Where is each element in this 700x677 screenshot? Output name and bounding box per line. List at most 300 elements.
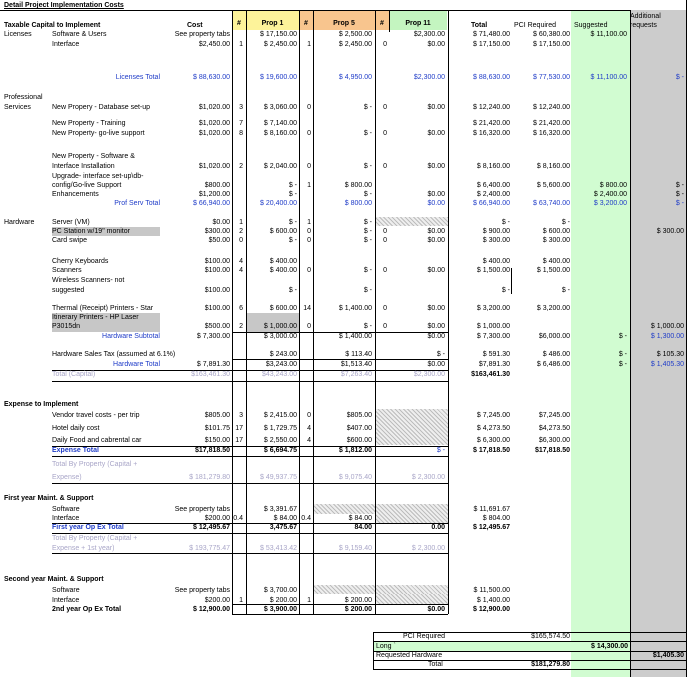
cell-p5: $ 84.00 [348,515,372,522]
cell-p5: $7,263.40 [340,371,372,378]
cell-p1: $ - [288,237,297,244]
cell-add: $ - [675,182,684,189]
cell-p1: $ 20,400.00 [260,200,297,207]
suggested-header: Suggested [574,22,608,29]
cell-pci: $ 17,150.00 [533,41,570,48]
cell-p1: $ 3,700.00 [263,587,297,594]
cell-p11: $0.00 [427,237,445,244]
cell-p1: $ 2,450.00 [263,41,297,48]
cell-p11: $ - [436,351,445,358]
cell-n1: 4 [239,258,243,265]
cell-cost: $ 7,300.00 [196,333,230,340]
cell-p11: $0.00 [427,130,445,137]
cell-add: $ 105.30 [656,351,684,358]
prop5-header: Prop 5 [333,20,355,27]
cell-p5: $ 9,075.40 [338,474,372,481]
cell-p5: $ - [363,237,372,244]
cell-p1: $ 400.00 [269,258,297,265]
cell-p1: $ 400.00 [269,267,297,274]
cell-p1: $ 2,415.00 [263,412,297,419]
summary-long-value: $ 14,300.00 [591,643,628,650]
cell-sug: $ 3,200.00 [593,200,627,207]
cell-b: New Property- go-live support [52,130,145,137]
cell-tot: $ 17,150.00 [473,41,510,48]
cell-n2: 14 [303,305,311,312]
cell-pci: $ 600.00 [542,228,570,235]
cell-b: Enhancements [52,191,99,198]
cell-p1: $ 600.00 [269,228,297,235]
cell-pci: $ - [561,219,570,226]
summary-border [373,632,374,669]
cell-cost: $50.00 [208,237,230,244]
cell-p11: $0.00 [427,305,445,312]
cell-p11: $0.00 [427,191,445,198]
cell-p5: $600.00 [346,437,372,444]
cell-cost: $200.00 [204,597,230,604]
cell-cost: $ 88,630.00 [193,74,230,81]
cell-pci: $ 16,320.00 [533,130,570,137]
cell-b: Hardware Total [113,361,160,368]
cell-b: Itinerary Printers - HP Laser [52,314,139,321]
cell-tot: $ 71,480.00 [473,31,510,38]
row-line [52,381,448,382]
cell-p5: 84.00 [354,524,372,531]
cell-tot: $ 6,300.00 [476,437,510,444]
cell-n1: 8 [239,130,243,137]
cell-n2: 0 [307,104,311,111]
cell-b: Prof Serv Total [114,200,160,207]
cell-tot: $ 591.30 [482,351,510,358]
cell-p11: $2,300.00 [413,371,445,378]
row-line [373,641,686,642]
col-divider [630,10,631,677]
hatched-cell [375,594,448,604]
row-line [52,533,448,534]
cell-n2: 0 [307,163,311,170]
cell-b: Licenses Total [115,74,160,81]
prop1-marker: # [237,20,241,27]
cell-p1: $ - [288,182,297,189]
cell-p1: $ 49,937.75 [260,474,297,481]
cell-tot: $ 11,500.00 [473,587,510,594]
cell-n1: 2 [239,228,243,235]
cell-pci: $ - [561,287,570,294]
cell-p1: $ 84.00 [273,515,297,522]
cell-p5: $ - [363,191,372,198]
cell-cost: $ 12,495.67 [193,524,230,531]
cell-n2: 0 [307,267,311,274]
cell-tot: $ 21,420.00 [473,120,510,127]
cell-p5: $ 2,450.00 [338,41,372,48]
cell-b: Scanners [52,267,82,274]
cell-p5: $ 9,159.40 [338,545,372,552]
cell-tot: $ 17,818.50 [473,447,510,454]
suggested-column-bg [571,10,630,677]
cell-pci: $ 1,500.00 [536,267,570,274]
cell-b: First year Op Ex Total [52,524,124,531]
cell-tot: $ 12,240.00 [473,104,510,111]
cell-p5: $ - [363,104,372,111]
cell-p5: $ 800.00 [344,182,372,189]
cell-n1: 2 [239,163,243,170]
cell-add: $ - [675,191,684,198]
cell-a: Professional [4,94,43,101]
cell-cost: $ 193,775.47 [189,545,230,552]
cell-tot: $ 11,691.67 [473,506,510,513]
cell-n2: 0 [307,412,311,419]
cell-pci: $ 21,420.00 [533,120,570,127]
cell-p1: $43,243.00 [261,371,297,378]
cell-pci: $ 3,200.00 [536,305,570,312]
cell-p11: $0.00 [427,361,445,368]
cell-sug: $ 2,400.00 [593,191,627,198]
cell-pci: $ 77,530.00 [533,74,570,81]
cell-n2: 1 [307,219,311,226]
cell-p5: $ 1,400.00 [338,305,372,312]
cell-pci: $ 63,740.00 [533,200,570,207]
cell-b: Vendor travel costs - per trip [52,412,140,419]
total-header: Total [471,22,488,29]
cell-pci: $17,818.50 [534,447,570,454]
summary-req-value: $1,405.30 [652,652,684,659]
cell-n3: 0 [383,237,387,244]
cell-p1: $ - [288,219,297,226]
cell-p1: $ 3,000.00 [263,333,297,340]
cell-p11: $0.00 [427,333,445,340]
hatched-cell [313,585,448,594]
cell-p5: $ - [363,323,372,330]
cell-cost: $163,461.30 [191,371,230,378]
cell-pci: $ 486.00 [542,351,570,358]
hatched-cell [375,504,448,523]
cell-n1: 7 [239,120,243,127]
cell-pci: $4,273.50 [538,425,570,432]
cell-b: Total By Property (Capital + [52,535,138,542]
cell-add: $ 1,000.00 [650,323,684,330]
cell-b: Expense + 1st year) [52,545,115,552]
cell-p1: $ 6,694.75 [263,447,297,454]
cell-n1: 4 [239,267,243,274]
cell-add: $ - [675,74,684,81]
cell-b: Interface Installation [52,163,115,170]
cell-p5: $ 113.40 [345,351,372,358]
cell-p11: $ 2,300.00 [411,545,445,552]
cell-n3: 0 [383,104,387,111]
additional-header: Additional [630,13,661,20]
cell-p1: $ 53,413.42 [260,545,297,552]
cell-b: Expense) [52,474,82,481]
cell-tot: $ 4,273.50 [476,425,510,432]
cell-tot: $ 8,160.00 [476,163,510,170]
cell-n1: 6 [239,305,243,312]
cell-cost: $200.00 [204,515,230,522]
cell-n2: 0 [307,323,311,330]
cell-p11: $ - [436,447,445,454]
cell-p1: $ 1,000.00 [263,323,297,330]
cell-n1: 1 [239,597,243,604]
cell-cost: $17,818.50 [194,447,230,454]
cell-cost: $150.00 [204,437,230,444]
page-title: Detail Project Implementation Costs [4,2,124,9]
cell-sug: $ - [618,333,627,340]
cell-pci: $ 60,380.00 [533,31,570,38]
cost-header: Cost [187,22,203,29]
cell-p5: $ 1,400.00 [338,333,372,340]
cell-p5: $ - [363,228,372,235]
cell-pci: $6,300.00 [538,437,570,444]
cell-cost: $101.75 [204,425,230,432]
cell-p5: $407.00 [346,425,372,432]
cell-b: Hardware Subtotal [102,333,160,340]
cell-cost: $1,020.00 [198,130,230,137]
prop11-header: Prop 11 [405,20,431,27]
row-line [52,483,448,484]
cell-cost: $100.00 [204,267,230,274]
cell-p1: $3,243.00 [265,361,297,368]
summary-pci-label: PCI Required [403,633,446,640]
row-line [232,614,448,615]
cell-cost: $300.00 [204,228,230,235]
section-header: Taxable Capital to Implement [4,22,101,29]
hatched-cell [375,409,448,445]
cell-b: Server (VM) [52,219,90,226]
cell-tot: $ 12,495.67 [473,524,510,531]
cell-add: $ 300.00 [656,228,684,235]
cell-a: First year Maint. & Support [4,495,94,502]
cell-tot: $ 7,300.00 [476,333,510,340]
hatched-cell [313,504,375,514]
cell-tot: $ 400.00 [482,258,510,265]
cell-tot: $ 7,245.00 [476,412,510,419]
cell-pci: $ 12,240.00 [533,104,570,111]
cell-cost: $1,020.00 [198,120,230,127]
cell-n1: 2 [239,323,243,330]
cell-p11: $0.00 [427,267,445,274]
cell-n3: 0 [383,323,387,330]
cell-cost: $ 181,279.80 [189,474,230,481]
cell-b: Card swipe [52,237,88,244]
cell-cost: $500.00 [204,323,230,330]
cell-b: P3015dn [52,323,81,330]
cell-p5: $1,513.40 [340,361,372,368]
cell-b: Upgrade- interface set-up\db- [52,173,144,180]
cell-cost: See property tabs [174,587,230,594]
prop5-marker: # [304,20,308,27]
cell-pci: $ 400.00 [542,258,570,265]
cell-p1: $ 17,150.00 [260,31,297,38]
cell-b: Hotel daily cost [52,425,100,432]
cell-p1: $ 3,391.67 [263,506,297,513]
cell-cost: $100.00 [204,305,230,312]
cell-p5: $ - [363,163,372,170]
cell-cost: See property tabs [174,31,230,38]
cell-cost: See property tabs [174,506,230,513]
cell-n1: 1 [239,219,243,226]
cell-p1: $ 3,900.00 [263,606,297,613]
summary-long-label: Long ` [376,643,396,650]
cell-p11: $ 2,300.00 [411,474,445,481]
cell-a: Hardware [4,219,35,226]
cell-tot: $ - [501,219,510,226]
cell-p1: $ 8,160.00 [263,130,297,137]
cell-b: Cherry Keyboards [52,258,109,265]
cell-tot: $7,891.30 [478,361,510,368]
cell-a: Second year Maint. & Support [4,576,104,583]
cell-tot: $ 1,400.00 [476,597,510,604]
cell-n2: 0 [307,130,311,137]
cell-p5: $ - [363,219,372,226]
cell-b: New Property - Software & [52,153,135,160]
cell-pci: $ 6,486.00 [536,361,570,368]
cell-tot: $ 66,940.00 [473,200,510,207]
cell-add: $ 1,405.30 [650,361,684,368]
row-line [232,359,448,360]
cell-n1: 1 [239,41,243,48]
cell-n1: 17 [235,425,243,432]
cell-tot: $ 88,630.00 [473,74,510,81]
cell-n1: 0.4 [233,515,243,522]
cell-n3: 0 [383,41,387,48]
cell-b: Total By Property (Capital + [52,461,138,468]
cell-p5: $ - [363,130,372,137]
cell-b: Total (Capital) [52,371,96,378]
cell-cost: $ 66,940.00 [193,200,230,207]
hatched-cell [375,217,448,226]
cell-p5: $805.00 [346,412,372,419]
cell-tot: $ 900.00 [482,228,510,235]
cell-n1: 3 [239,104,243,111]
cell-p11: $2,300.00 [413,74,445,81]
cell-cost: $100.00 [204,287,230,294]
cell-p1: $ - [288,191,297,198]
cell-sug: $ - [618,351,627,358]
cell-p1: $ 200.00 [269,597,297,604]
cell-a: Services [4,104,31,111]
cell-tot: $ 1,000.00 [476,323,510,330]
cell-b: New Propery - Database set-up [52,104,151,111]
cell-p1: $ 600.00 [269,305,297,312]
col-divider [686,0,687,677]
cell-n1: 3 [239,412,243,419]
cell-cost: $ 7,891.30 [196,361,230,368]
cell-p1: $ 3,060.00 [263,104,297,111]
cell-tot: $ - [501,287,510,294]
cell-p1: $ 243.00 [269,351,297,358]
cell-n3: 0 [383,228,387,235]
cell-tot: $ 1,500.00 [476,267,510,274]
cell-b: Expense Total [52,447,99,454]
cell-p1: $ 19,600.00 [260,74,297,81]
cell-cost: $ 12,900.00 [193,606,230,613]
cell-b: Software [52,506,80,513]
cell-p5: $ - [363,267,372,274]
prop1-header: Prop 1 [261,20,284,27]
cell-p11: $0.00 [427,228,445,235]
row-line [373,669,686,670]
cell-cost: $100.00 [204,258,230,265]
cell-n3: 0 [383,163,387,170]
cell-tot: $ 3,200.00 [476,305,510,312]
row-line [52,553,448,554]
cell-p11: $2,300.00 [413,31,445,38]
cell-cost: $1,200.00 [198,191,230,198]
cell-tot: $ 12,900.00 [473,606,510,613]
cell-n2: 4 [307,425,311,432]
col-divider [448,10,449,614]
cell-n3: 0 [383,267,387,274]
cell-b: PC Station w/19" monitor [52,228,130,235]
prop11-marker: # [380,20,384,27]
cell-n2: 1 [307,41,311,48]
cell-p5: $ 1,812.00 [338,447,372,454]
cell-b: Software [52,587,80,594]
cell-n3: 0 [383,130,387,137]
cell-p5: $ 200.00 [344,597,372,604]
cell-b: Thermal (Receipt) Printers - Star [52,305,154,312]
cell-tot: $ 6,400.00 [476,182,510,189]
cell-b: Daily Food and cabrental car [52,437,142,444]
cell-tot: $ 300.00 [482,237,510,244]
cell-b: Software & Users [52,31,107,38]
cell-p5: $ 4,950.00 [338,74,372,81]
row-line [52,456,448,457]
cell-p11: $0.00 [427,200,445,207]
cell-tot: $ 16,320.00 [473,130,510,137]
cell-cost: $2,450.00 [198,41,230,48]
cell-p11: $0.00 [427,163,445,170]
cell-cost: $1,020.00 [198,104,230,111]
cell-p11: $0.00 [427,606,445,613]
cell-p1: $ 7,140.00 [263,120,297,127]
cell-p11: $0.00 [427,323,445,330]
cell-b: New Property - Training [52,120,126,127]
cell-n2: 4 [307,437,311,444]
cell-pci: $7,245.00 [538,412,570,419]
cell-add: $ 1,300.00 [650,333,684,340]
cell-p11: $0.00 [427,104,445,111]
cell-pci: $ 8,160.00 [536,163,570,170]
requests-header: requests [630,22,657,29]
cell-b: Hardware Sales Tax (assumed at 6.1%) [52,351,176,358]
cell-pci: $6,000.00 [538,333,570,340]
cell-n1: 17 [235,437,243,444]
summary-pci-value: $165,574.50 [531,633,570,640]
cell-add: $ - [675,200,684,207]
cell-b: Interface [52,41,80,48]
cell-sug: $ 800.00 [599,182,627,189]
cell-p1: 3,475.67 [269,524,297,531]
cell-n2: 0 [307,237,311,244]
cell-b: suggested [52,287,85,294]
cell-n2: 1 [307,182,311,189]
cell-p5: $ 200.00 [344,606,372,613]
cell-p1: $ 2,550.00 [263,437,297,444]
summary-total-value: $181,279.80 [531,661,570,668]
summary-req-label: Requested Hardware [376,652,443,659]
cell-p5: $ - [363,287,372,294]
pci-header: PCI Required [514,22,557,29]
cell-sug: $ 11,100.00 [590,31,627,38]
cell-b: Interface [52,515,80,522]
cell-n2: 0 [307,228,311,235]
cell-tot: $ 2,400.00 [476,191,510,198]
cell-sug: $ - [618,361,627,368]
additional-column-bg [630,10,686,677]
cell-a: Licenses [4,31,32,38]
cell-n3: 0 [383,305,387,312]
cell-p5: $ 2,500.00 [338,31,372,38]
cell-pci: $ 300.00 [542,237,570,244]
